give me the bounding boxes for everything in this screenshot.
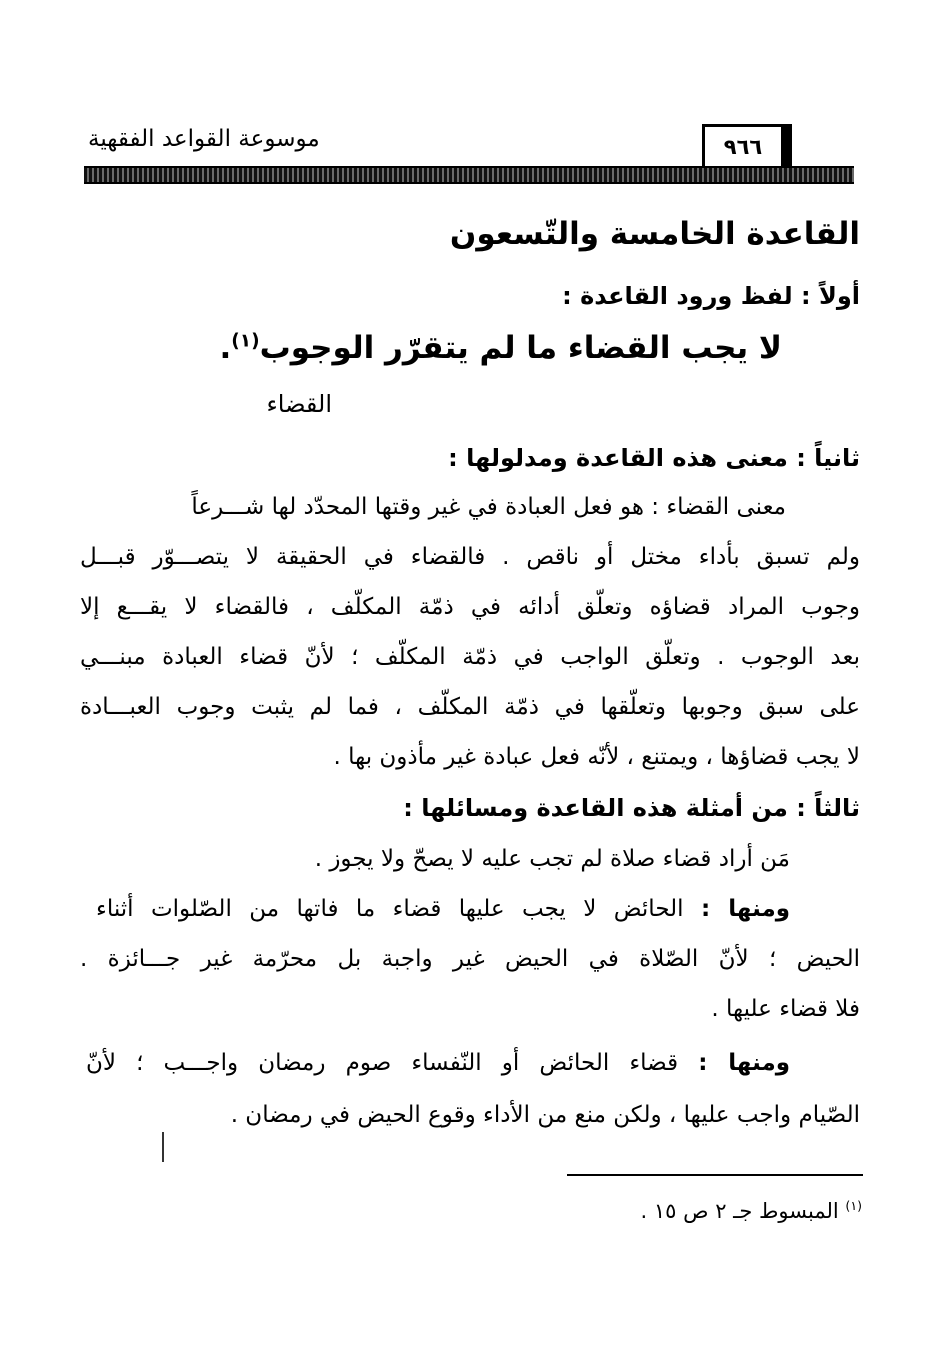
rule-statement	[219, 330, 782, 366]
book-title: موسوعة القواعد الفقهية	[88, 126, 320, 152]
header-rule-top-line	[84, 166, 854, 168]
example-3-lead: ومنها :	[698, 1050, 790, 1076]
meaning-line-5: على سبق وجوبها وتعلّقها في ذمّة المكلّف ، فما لم يثبت وجوب العبـــادة	[80, 694, 860, 720]
section2-heading: ثانياً : معنى هذه القاعدة ومدلولها :	[448, 444, 860, 472]
header-rule-bottom-line	[84, 182, 854, 184]
example-3-line-1	[86, 1050, 790, 1076]
keyword: القضاء	[266, 390, 332, 418]
page-number-shadow	[784, 124, 792, 170]
example-3-line-2: الصّيام واجب عليها ، ولكن منع من الأداء وقوع الحيض في رمضان .	[230, 1102, 860, 1128]
footnote-rule	[567, 1174, 863, 1176]
rule-text: لا يجب القضاء ما لم يتقرّر الوجوب	[259, 330, 782, 366]
rule-footnote-ref: (١)	[231, 330, 260, 352]
meaning-line-4: بعد الوجوب . وتعلّق الواجب في ذمّة المكلّف ؛ لأنّ قضاء العبادة مبنـــي	[80, 644, 860, 670]
example-2-text: الحائض لا يجب عليها قضاء ما فاتها من الصّلوات أثناء	[96, 896, 701, 922]
example-3-text: قضاء الحائض أو النّفساء صوم رمضان واجـــب ؛ لأنّ	[86, 1050, 699, 1076]
section3-heading: ثالثاً : من أمثلة هذه القاعدة ومسائلها :	[403, 794, 860, 822]
footnote-text: المبسوط جـ ٢ ص ١٥ .	[640, 1199, 839, 1223]
page-number: ٩٦٦	[702, 124, 784, 168]
example-1: مَن أراد قضاء صلاة لم تجب عليه لا يصحّ ولا يجوز .	[314, 846, 790, 872]
meaning-line-3: وجوب المراد قضاؤه وتعلّق أدائه في ذمّة المكلّف ، فالقضاء لا يقـــع إلا	[80, 594, 860, 620]
header-rule	[84, 168, 854, 182]
footnote	[641, 1198, 862, 1223]
example-2-lead: ومنها :	[700, 896, 790, 922]
meaning-line-2: ولم تسبق بأداء مختل أو ناقص . فالقضاء في الحقيقة لا يتصـــوّر قبـــل	[80, 544, 860, 570]
example-2-line-3: فلا قضاء عليها .	[711, 996, 860, 1022]
example-2-line-2: الحيض ؛ لأنّ الصّلاة في الحيض غير واجبة بل محرّمة غير جـــائزة .	[80, 946, 860, 972]
rule-title: القاعدة الخامسة والتّسعون	[449, 216, 860, 252]
footnote-marker: (١)	[845, 1198, 862, 1213]
section1-heading: أولاً : لفظ ورود القاعدة :	[562, 282, 860, 310]
meaning-line-1: معنى القضاء : هو فعل العبادة في غير وقتها المحدّد لها شـــرعاً	[191, 494, 786, 520]
meaning-line-6: لا يجب قضاؤها ، ويمتنع ، لأنّه فعل عبادة غير مأذون بها .	[333, 744, 860, 770]
rule-end: .	[219, 330, 232, 366]
example-2-line-1	[96, 896, 790, 922]
stray-mark	[162, 1132, 164, 1162]
